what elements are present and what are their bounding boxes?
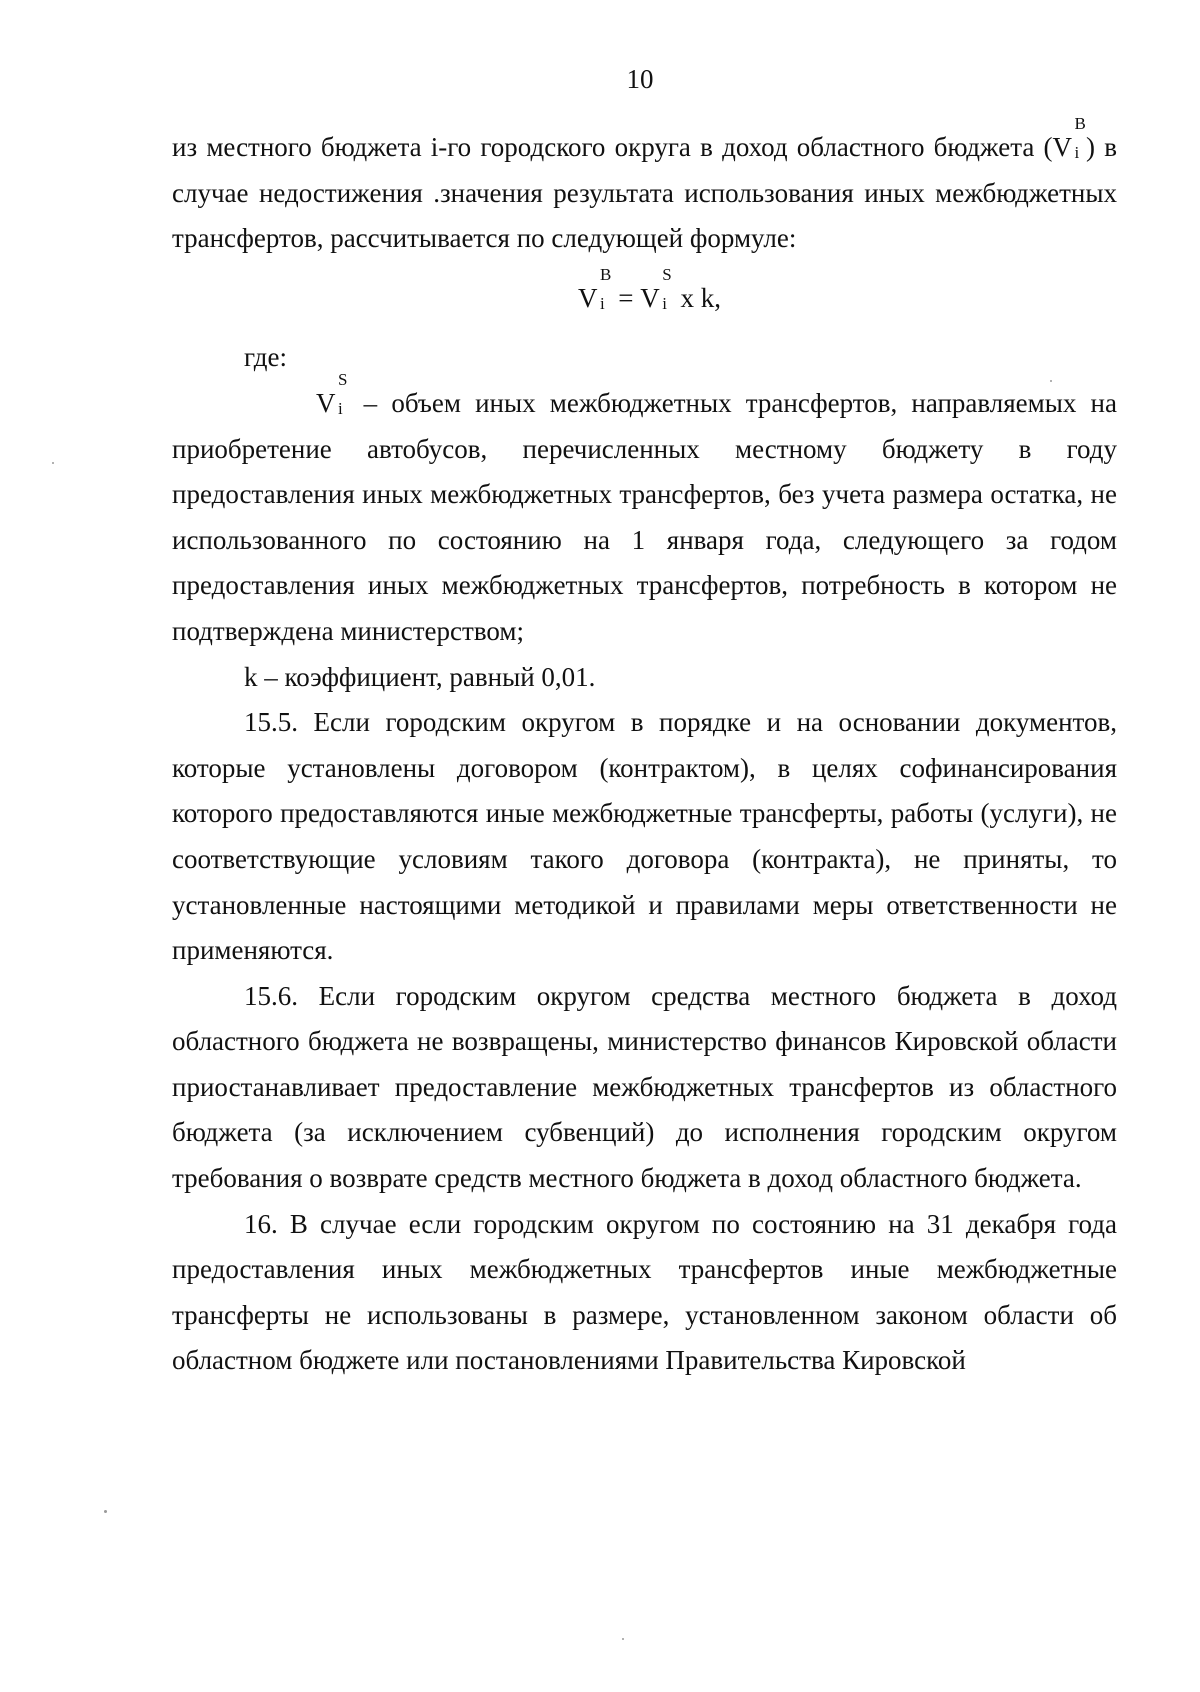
formula-rhs-var: V (640, 282, 660, 313)
paragraph-intro (172, 114, 1117, 262)
formula-lhs (578, 264, 612, 322)
paragraph-16: 16. В случае если городским округом по состоянию на 31 декабря года предоставления иных межбюджетных трансфертов иные межбюджетные трансферты не использованы в размере, установленном законом области об областном бюджете или постановлениями Правительства Кировской (172, 1208, 1117, 1376)
vi-b-var: V (1052, 132, 1073, 162)
scan-speck (104, 1510, 107, 1513)
vi-b-sup: B (1074, 114, 1086, 133)
vi-s-sup: S (338, 369, 348, 389)
formula-rhs (640, 264, 674, 322)
vi-b-symbol (1052, 114, 1087, 171)
paragraph-15-6: 15.6. Если городским округом средства местного бюджета в доход областного бюджета не возвращены, министерство финансов Кировской области приостанавливает предоставление межбюджетных трансфертов из областного бюджета (за исключением субвенций) до исполнения городским округом требования о возврате средств местного бюджета в доход областного бюджета. (172, 980, 1117, 1194)
scan-speck (52, 462, 54, 464)
formula-lhs-sup: B (600, 264, 612, 284)
intro-text-after: ) в случае недостижения .значения результата использования иных межбюджетных трансфертов, рассчитывается по следующей формуле: (172, 132, 1117, 254)
body-text (172, 114, 1117, 1384)
formula-tail: x k, (673, 282, 721, 313)
scan-speck (1050, 380, 1052, 382)
where-label: где: (244, 342, 287, 373)
intro-text-before: из местного бюджета i-го городского округа в доход областного бюджета ( (172, 132, 1053, 162)
formula-rhs-sup: S (662, 264, 672, 284)
page-number: 10 (626, 64, 654, 94)
vi-s-var: V (316, 387, 336, 418)
vi-s-sub: i (338, 398, 343, 418)
vi-b-sub: i (1074, 143, 1080, 162)
scan-speck (622, 1638, 624, 1640)
formula-lhs-var: V (578, 282, 598, 313)
definition-k: k – коэффициент, равный 0,01. (244, 661, 596, 692)
formula (172, 264, 1117, 322)
definition-vis (172, 369, 1117, 655)
vi-s-symbol (244, 369, 350, 427)
formula-rhs-sub: i (662, 293, 667, 313)
definition-vis-text: – объем иных межбюджетных трансфертов, направляемых на приобретение автобусов, перечисленных местному бюджету в году предоставления иных межбюджетных трансфертов, без учета размера остатка, не использованного по состоянию на 1 января года, следующего за годом предоставления иных межбюджетных трансфертов, потребность в котором не подтверждена министерством; (172, 387, 1117, 646)
formula-lhs-sub: i (600, 293, 605, 313)
formula-equals: = (611, 282, 641, 313)
paragraph-15-5: 15.5. Если городским округом в порядке и на основании документов, которые установлены договором (контрактом), в целях софинансирования которого предоставляются иные межбюджетные трансферты, работы (услуги), не соответствующие условиям такого договора (контракта), не приняты, то установленные настоящими методикой и правилами меры ответственности не применяются. (172, 707, 1117, 966)
